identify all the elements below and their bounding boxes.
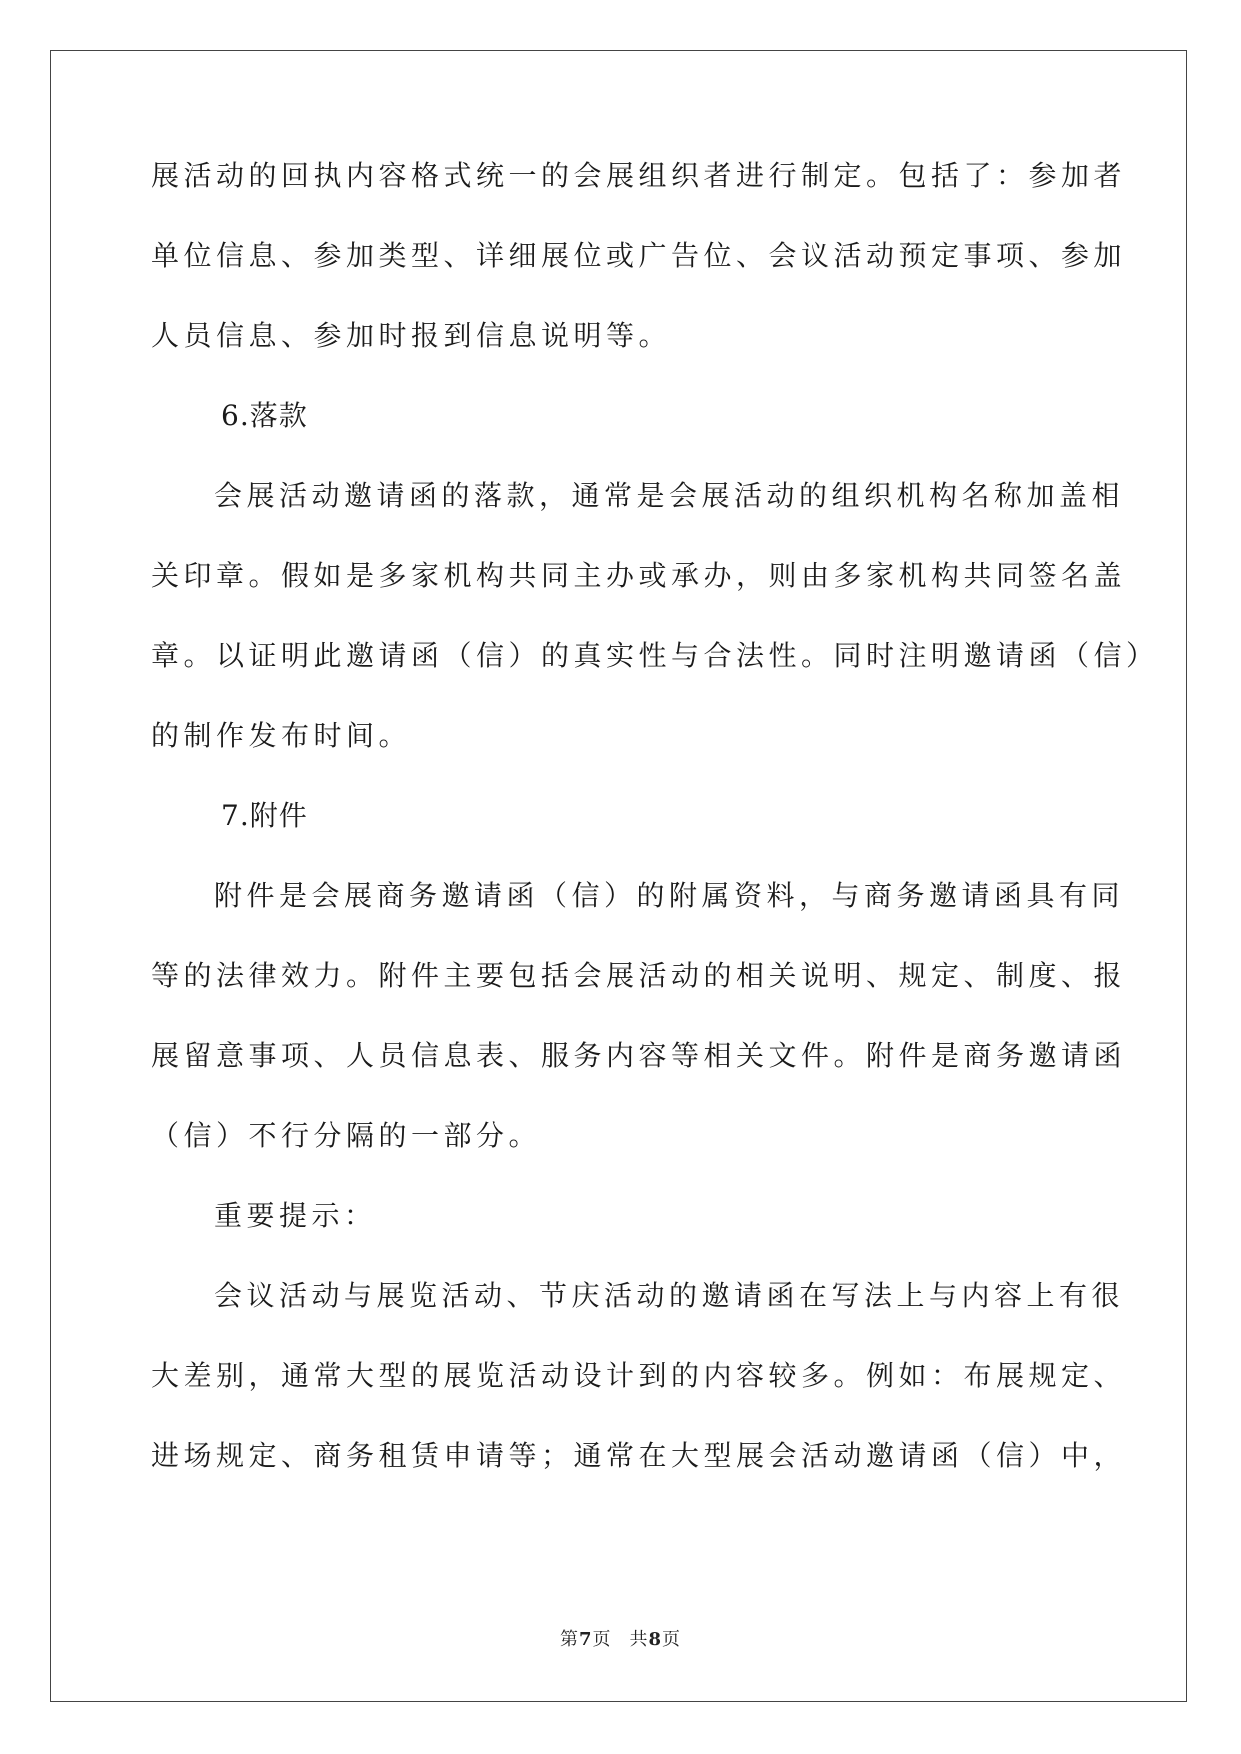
document-body <box>151 159 1159 1521</box>
page-footer <box>0 1625 1241 1651</box>
footer-total-prefix: 共 <box>629 1629 649 1650</box>
paragraph-line: 展留意事项、人员信息表、服务内容等相关文件。附件是商务邀请函 <box>151 1039 1127 1072</box>
current-page-number: 7 <box>578 1629 593 1650</box>
paragraph-line: 等的法律效力。附件主要包括会展活动的相关说明、规定、制度、报 <box>151 959 1127 992</box>
paragraph-line: 附件是会展商务邀请函（信）的附属资料，与商务邀请函具有同 <box>214 879 1125 912</box>
paragraph-line: 进场规定、商务租赁申请等；通常在大型展会活动邀请函（信）中， <box>151 1439 1127 1472</box>
paragraph-line: 展活动的回执内容格式统一的会展组织者进行制定。包括了：参加者 <box>151 159 1127 192</box>
paragraph-line: （信）不行分隔的一部分。 <box>151 1119 542 1152</box>
section-heading: 7.附件 <box>221 799 308 832</box>
paragraph-line: 的制作发布时间。 <box>151 719 412 752</box>
paragraph-line: 关印章。假如是多家机构共同主办或承办，则由多家机构共同签名盖 <box>151 559 1127 592</box>
section-heading: 重要提示： <box>214 1199 377 1232</box>
total-pages-number: 8 <box>648 1629 663 1650</box>
footer-total-unit: 页 <box>662 1629 682 1650</box>
section-heading: 6.落款 <box>221 399 308 432</box>
paragraph-line: 单位信息、参加类型、详细展位或广告位、会议活动预定事项、参加 <box>151 239 1127 272</box>
paragraph-line: 会展活动邀请函的落款，通常是会展活动的组织机构名称加盖相 <box>214 479 1125 512</box>
footer-prefix: 第 <box>559 1629 579 1650</box>
paragraph-line: 会议活动与展览活动、节庆活动的邀请函在写法上与内容上有很 <box>214 1279 1125 1312</box>
paragraph-line: 大差别，通常大型的展览活动设计到的内容较多。例如：布展规定、 <box>151 1359 1127 1392</box>
footer-page-unit: 页 <box>592 1629 612 1650</box>
paragraph-line: 人员信息、参加时报到信息说明等。 <box>151 319 672 352</box>
paragraph-line: 章。以证明此邀请函（信）的真实性与合法性。同时注明邀请函（信） <box>151 639 1159 672</box>
